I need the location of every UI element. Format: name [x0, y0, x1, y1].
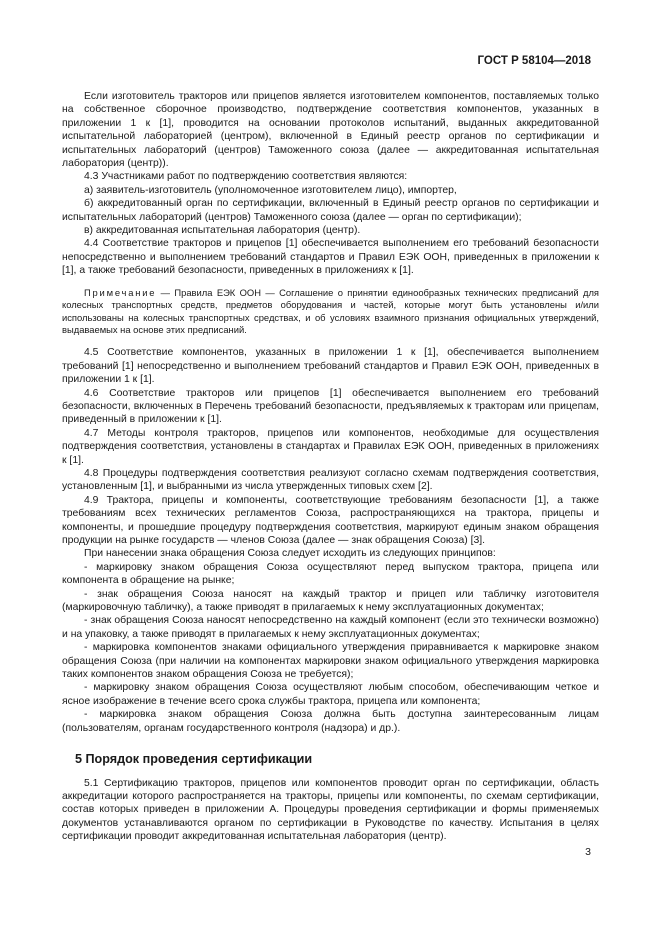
paragraph-4-7: 4.7 Методы контроля тракторов, прицепов или компонентов, необходимые для осуществления подтверждения соответствия, установлены в стандартах и Правилах ЕЭК ООН, приведенных в приложениях к [1]. — [62, 427, 599, 466]
page-content — [62, 90, 599, 844]
paragraph-4-3: 4.3 Участниками работ по подтверждению соответствия являются: — [84, 171, 408, 183]
document-header: ГОСТ Р 58104—2018 — [477, 55, 591, 67]
paragraph-intro: Если изготовитель тракторов или прицепов является изготовителем компонентов, поставляемых только на собственное сборочное производство, подтверждение соответствия компонентов, указанных в приложении 1 к [1], проводится на основании протоколов испытаний, выданных аккредитованной испытательной лабораторией (центром), включенной в Единый реестр органов по сертификации и испытательных лабораторий (центров) Таможенного союза (далее — аккредитованная испытательная лаборатория (центр)). — [62, 91, 599, 170]
principle-item: - знак обращения Союза наносят непосредственно на каждый компонент (если это технически возможно) и на упаковку, а также приводят в прилагаемых к нему эксплуатационных документах; — [62, 615, 599, 640]
page-number: 3 — [585, 846, 591, 858]
principle-item: - маркировку знаком обращения Союза осуществляют любым способом, обеспечивающим четкое и ясное изображение в течение всего срока службы трактора, прицепа или компонента; — [62, 682, 599, 707]
principle-item: - маркировка знаком обращения Союза должна быть доступна заинтересованным лицам (пользователям, органам государственного контроля (надзора) и др.). — [62, 709, 599, 734]
note-label: Примечание — [84, 286, 157, 298]
paragraph-5-1: 5.1 Сертификацию тракторов, прицепов или компонентов проводит орган по сертификации, область аккредитации которого распространяется на тракторы, прицепы или компоненты, по схемам сертификации, состав которых приведен в приложении А. Процедуры проведения сертификации и формы применяемых документов устанавливаются органом по сертификации в Руководстве по качеству. Испытания в целях сертификации проводит аккредитованная испытательная лаборатория (центр). — [62, 777, 599, 843]
paragraph-4-5: 4.5 Соответствие компонентов, указанных в приложении 1 к [1], обеспечивается выполнением требований [1] непосредственно и выполнением требований стандартов и Правил ЕЭК ООН, приведенных в приложении 1 к [1]. — [62, 347, 599, 386]
paragraph-4-9: 4.9 Трактора, прицепы и компоненты, соответствующие требованиям безопасности [1], а также требованиям всех технических регламентов Союза, распространяющихся на трактора, прицепы и компоненты, и прошедшие процедуру подтверждения соответствия, маркируют единым знаком обращения продукции на рынке государств — членов Союза (далее — знак обращения Союза) [3]. — [62, 494, 599, 546]
principle-item: - знак обращения Союза наносят на каждый трактор и прицеп или табличку изготовителя (маркировочную табличку), а также приводят в прилагаемых к нему эксплуатационных документах; — [62, 588, 599, 614]
paragraph-4-6: 4.6 Соответствие тракторов или прицепов [1] обеспечивается выполнением его требований безопасности, включенных в Перечень требований безопасности, предъявляемых к тракторам или прицепам, приведенный в приложении к [1]. — [62, 387, 599, 426]
note — [62, 287, 599, 337]
paragraph-4-4: 4.4 Соответствие тракторов и прицепов [1] обеспечивается выполнением его требований безопасности непосредственно и выполнением требований стандартов и Правил ЕЭК ООН, приведенных в приложении к [1], а также требований безопасности, приведенных в приложениях к [1]. — [62, 238, 599, 277]
principle-item: - маркировку знаком обращения Союза осуществляют перед выпуском трактора, прицепа или компонента в обращение на рынке; — [62, 561, 599, 587]
list-item-v: в) аккредитованная испытательная лаборатория (центр). — [84, 225, 361, 237]
section-5-title: 5 Порядок проведения сертификации — [75, 752, 313, 767]
principles-intro: При нанесении знака обращения Союза следует исходить из следующих принципов: — [84, 548, 496, 560]
list-item-b: б) аккредитованный орган по сертификации, включенный в Единый реестр органов по сертификации и испытательных лабораторий (центров) Таможенного союза (далее — орган по сертификации); — [62, 198, 599, 223]
principle-item: - маркировка компонентов знаками официального утверждения приравнивается к маркировке знаком обращения Союза (при наличии на компонентах маркировки знаком официального утверждения маркировка таких компонентов знаком обращения Союза не требуется); — [62, 642, 599, 681]
paragraph-4-8: 4.8 Процедуры подтверждения соответствия реализуют согласно схемам подтверждения соответствия, установленным [1], и выбранными из числа утвержденных типовых схем [2]. — [62, 467, 599, 493]
note-text: — Правила ЕЭК ООН — Соглашение о принятии единообразных технических предписаний для колесных транспортных средств, предметов оборудования и частей, которые могут быть установлены и/или использованы на колесных транспортных средствах, и об условиях взаимного признания официальных утверждений, выдаваемых на основе этих предписаний. — [62, 286, 599, 335]
list-item-a: а) заявитель-изготовитель (уполномоченное изготовителем лицо), импортер, — [84, 184, 457, 196]
